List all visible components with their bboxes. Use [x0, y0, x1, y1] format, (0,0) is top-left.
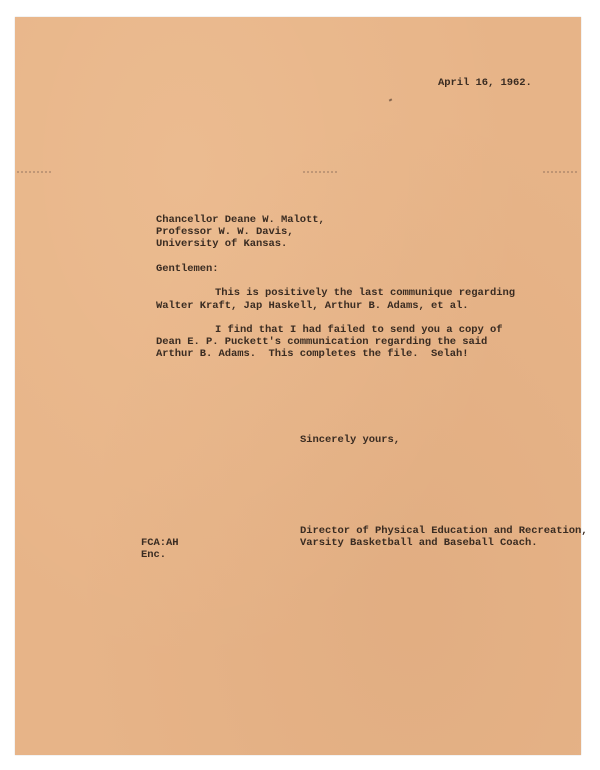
ink-speck	[389, 98, 393, 101]
enclosure-notation: Enc.	[141, 549, 167, 561]
letter-page	[15, 17, 588, 755]
salutation: Gentlemen:	[156, 263, 219, 275]
body-paragraph-2-line-2: Dean E. P. Puckett's communication regarding the said	[156, 336, 488, 348]
body-paragraph-1-line-2: Walter Kraft, Jap Haskell, Arthur B. Adams, et al.	[156, 300, 469, 312]
reference-initials: FCA:AH	[141, 537, 179, 549]
body-paragraph-2-line-1: I find that I had failed to send you a copy of	[215, 324, 503, 336]
closing: Sincerely yours,	[300, 434, 401, 446]
fold-mark-left	[17, 171, 53, 173]
signature-title-line-1: Director of Physical Education and Recreation,	[300, 525, 588, 537]
signature-title-line-2: Varsity Basketball and Baseball Coach.	[300, 537, 538, 549]
body-paragraph-1-line-1: This is positively the last communique regarding	[215, 287, 516, 299]
body-paragraph-2-line-3: Arthur B. Adams. This completes the file. Selah!	[156, 348, 469, 360]
recipient-line-2: Professor W. W. Davis,	[156, 226, 294, 238]
recipient-line-3: University of Kansas.	[156, 238, 288, 250]
fold-mark-center	[303, 171, 337, 173]
fold-mark-right	[543, 171, 579, 173]
letter-date: April 16, 1962.	[438, 77, 532, 89]
recipient-line-1: Chancellor Deane W. Malott,	[156, 214, 325, 226]
